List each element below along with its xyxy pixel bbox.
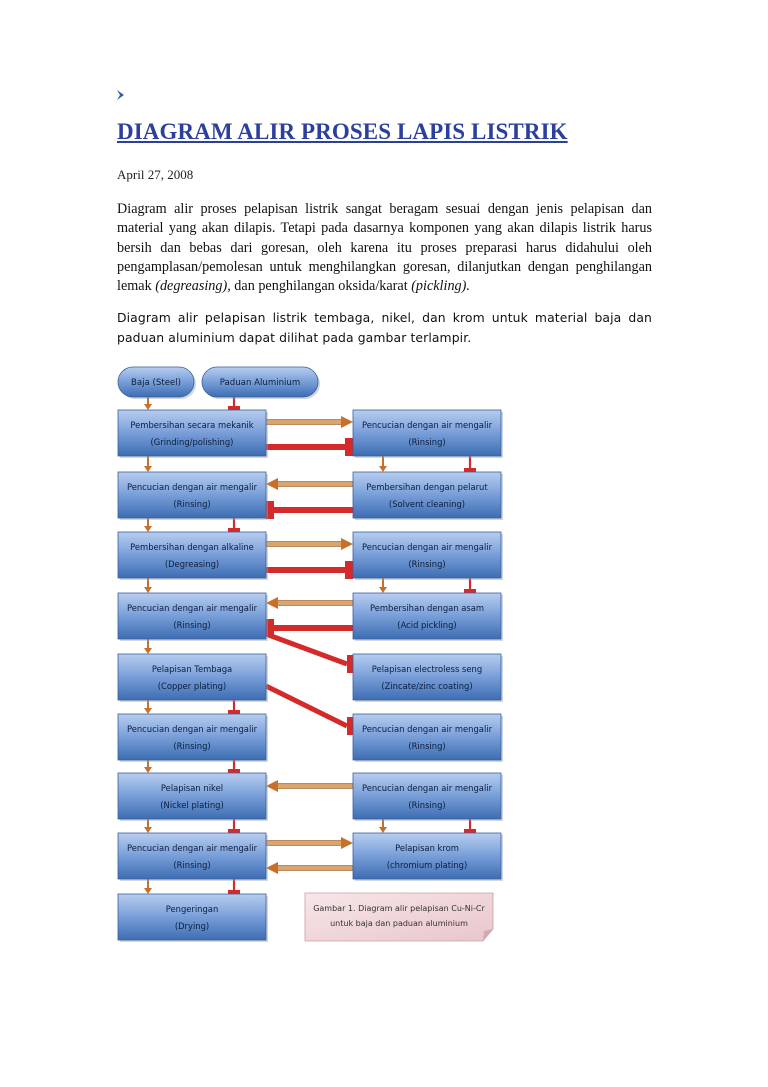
left-step-2-line1: Pencucian dengan air mengalir [126, 482, 258, 492]
arrow-steel-l8-r8 [266, 837, 353, 849]
arrow-alu-r5-r6 [266, 686, 354, 735]
post-title[interactable]: DIAGRAM ALIR PROSES LAPIS LISTRIK [117, 119, 568, 144]
arrow-steel-r1 [379, 456, 387, 472]
arrow-steel-l1-r1 [266, 416, 353, 428]
caption-line1: Gambar 1. Diagram alir pelapisan Cu-Ni-Cr [313, 904, 485, 913]
left-step-8-line2: (Rinsing) [173, 860, 211, 870]
left-step-6-line1: Pencucian dengan air mengalir [126, 724, 258, 734]
arrow-steel-r3 [379, 578, 387, 593]
right-step-5 [353, 654, 503, 702]
arrow-steel-r2-l2 [266, 478, 353, 490]
arrow-steel-l3 [144, 578, 152, 593]
para1-pickling: (pickling). [411, 278, 470, 295]
right-step-4-line2: (Acid pickling) [397, 620, 457, 630]
left-step-7-line1: Pelapisan nikel [160, 783, 224, 793]
right-step-8-line1: Pelapisan krom [395, 843, 459, 853]
right-step-2-line1: Pembersihan dengan pelarut [366, 482, 488, 492]
right-step-3-line1: Pencucian dengan air mengalir [361, 542, 493, 552]
right-step-3-line2: (Rinsing) [408, 559, 446, 569]
left-step-8 [118, 833, 268, 881]
right-step-6-line1: Pencucian dengan air mengalir [361, 724, 493, 734]
left-step-4-line1: Pencucian dengan air mengalir [126, 603, 258, 613]
right-step-5-line2: (Zincate/zinc coating) [381, 681, 473, 691]
para1-part-a: Diagram alir proses pelapisan listrik sangat beragam sesuai dengan jenis pelapisan dan material yang akan dilapis. Tetapi pada dasarnya komponen yang akan dilapis listrik harus bersih dan bebas dari goresan, oleh karena itu proses preparasi harus didahului oleh pengamplasan/pemolesan untuk menghilangkan goresan, dilanjutkan dengan penghilangan lemak [117, 201, 652, 295]
start-aluminium-box-label: Paduan Aluminium [219, 378, 301, 388]
right-step-1-line2: (Rinsing) [408, 437, 446, 447]
left-step-5-line2: (Copper plating) [157, 681, 227, 691]
left-step-7-line2: (Nickel plating) [160, 800, 224, 810]
right-step-6-line2: (Rinsing) [408, 741, 446, 751]
arrow-steel-l2 [144, 518, 152, 532]
para1-part-c: , dan penghilangan oksida/karat [227, 278, 412, 295]
arrow-alu-r3 [464, 578, 476, 593]
arrow-alu-r2-l2 [266, 501, 353, 519]
left-step-1-line1: Pembersihan secara mekanik [130, 420, 254, 430]
right-step-4-line1: Pembersihan dengan asam [369, 603, 485, 613]
start-aluminium-box [202, 367, 320, 399]
diagram-intro-paragraph: Diagram alir pelapisan listrik tembaga, nikel, dan krom untuk material baja dan paduan aluminium dapat dilihat pada gambar terlampir. [117, 310, 652, 345]
arrow-steel-r7-l7 [266, 780, 353, 792]
left-step-2 [118, 472, 268, 520]
right-step-4 [353, 593, 503, 641]
right-step-1-line1: Pencucian dengan air mengalir [361, 420, 493, 430]
arrow-alu-l5 [228, 700, 240, 714]
left-step-9 [118, 894, 268, 942]
arrow-alu-r7 [464, 819, 476, 833]
left-step-3 [118, 532, 268, 580]
post-date: April 27, 2008 [117, 167, 194, 182]
left-step-4-line2: (Rinsing) [173, 620, 211, 630]
arrow-steel-r8-l8 [266, 862, 353, 874]
arrow-alu-l7 [228, 819, 240, 833]
arrow-steel-l1 [144, 456, 152, 472]
start-steel-box-label: Baja (Steel) [130, 378, 182, 388]
arrow-alu-l8 [228, 879, 240, 894]
arrow-steel-l5 [144, 700, 152, 714]
start-steel-box [118, 367, 196, 399]
arrow-alu-l2 [228, 518, 240, 532]
arrow-steel-l7 [144, 819, 152, 833]
right-step-7-line2: (Rinsing) [408, 800, 446, 810]
arrow-steel-l8 [144, 879, 152, 894]
arrow-steel-r7 [379, 819, 387, 833]
left-step-8-line1: Pencucian dengan air mengalir [126, 843, 258, 853]
arrow-alu-r1 [464, 456, 476, 472]
left-step-1 [118, 410, 268, 458]
right-step-7 [353, 773, 503, 821]
left-step-9-line1: Pengeringan [165, 904, 219, 914]
left-step-9-line2: (Drying) [174, 921, 210, 931]
arrow-steel-r4-l4 [266, 597, 353, 609]
left-step-6-line2: (Rinsing) [173, 741, 211, 751]
right-step-3 [353, 532, 503, 580]
left-step-3-line1: Pembersihan dengan alkaline [130, 542, 254, 552]
arrow-steel-l3-r3 [266, 538, 353, 550]
arrow-alu-r4-l4 [266, 619, 353, 637]
left-step-5-line1: Pelapisan Tembaga [151, 664, 233, 674]
right-step-2 [353, 472, 503, 520]
left-step-6 [118, 714, 268, 762]
right-step-2-line2: (Solvent cleaning) [388, 499, 466, 509]
left-step-5 [118, 654, 268, 702]
left-step-3-line2: (Degreasing) [164, 559, 220, 569]
right-step-7-line1: Pencucian dengan air mengalir [361, 783, 493, 793]
right-step-8-line2: (chromium plating) [386, 860, 468, 870]
left-step-4 [118, 593, 268, 641]
right-step-8 [353, 833, 503, 881]
right-step-5-line1: Pelapisan electroless seng [371, 664, 483, 674]
arrow-alu-l3-r3 [266, 561, 353, 579]
arrow-steel-l4 [144, 639, 152, 654]
para1-degreasing: (degreasing) [155, 278, 228, 295]
left-step-7 [118, 773, 268, 821]
right-step-6 [353, 714, 503, 762]
right-step-1 [353, 410, 503, 458]
left-step-1-line2: (Grinding/polishing) [150, 437, 234, 447]
figure-caption [305, 893, 493, 941]
left-step-2-line2: (Rinsing) [173, 499, 211, 509]
arrow-alu-l4-r5 [266, 634, 354, 673]
caption-line2: untuk baja dan paduan aluminium [330, 919, 468, 928]
arrow-alu-l1-r1 [266, 438, 353, 456]
